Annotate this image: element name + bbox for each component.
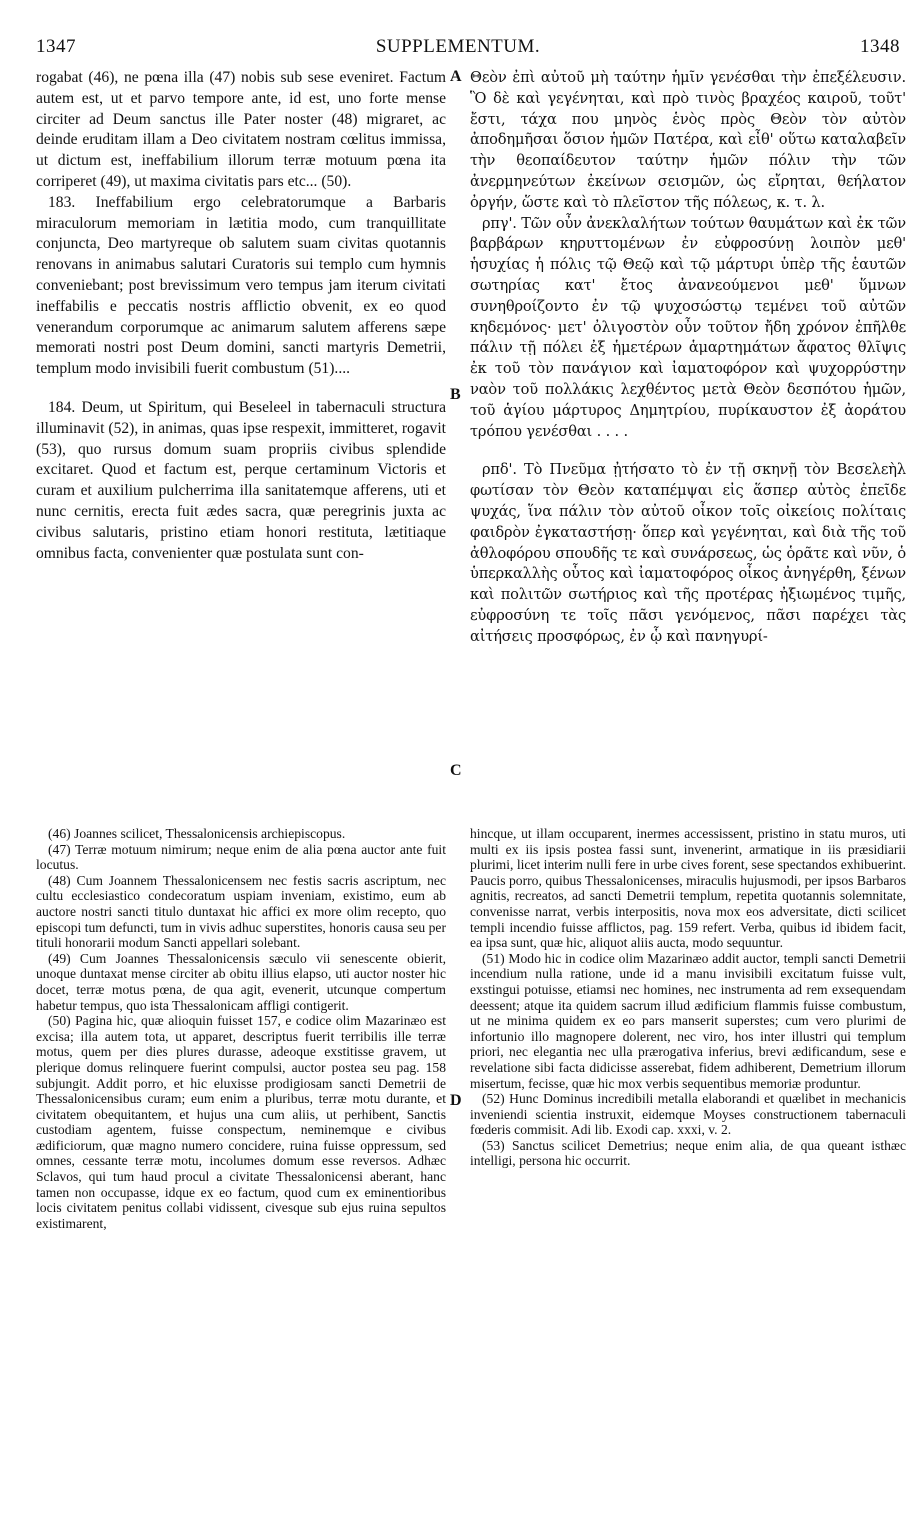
greek-paragraph-1: Θεὸν ἐπὶ αὐτοῦ μὴ ταύτην ἡμῖν γενέσθαι τὴν ἐπεξέλευσιν. Ὃ δὲ καὶ γεγένηται, καὶ πρὸ τινὸς βραχέος καιροῦ, τοῦτ' ἔστι, τάχα που μηνὸς ἑνὸς πρὸς Θεὸν τὸν αὐτὸν ἀποδημῆσαι ὅσιον ἡμῶν Πατέρα, καὶ εἶθ' οὕτω καταλαβεῖν τὴν θεοπαίδευτον ταύτην ἡμῶν πόλιν τὴν τῶν ἀνερμηνεύτων ἐκείνων σεισμῶν, ὡς εἴρηται, θεήλατον ὀργήν, ὥστε καὶ τὸ πλεῖστον τῆς πόλεως, κ. τ. λ. [470,69,906,211]
latin-paragraph-1: rogabat (46), ne pœna illa (47) nobis sub sese eveniret. Factum autem est, ut et parvo tempore ante, id est, uno forte mense circiter ad Deum sanctus ille Pater noster (48) migraret, ac deinde eruditam illam a Deo civitatem nostram cœlitus immissa, ut dictum est, ineffabilium illorum terræ motuum pœna ita corriperet (49), ut maxima civitatis pars etc... (50). [36,69,446,190]
footnote-52: (52) Hunc Dominus incredibili metalla elaborandi et quælibet in mechanicis inveniendi scientia instruxit, eidemque Moyses constructionem tabernaculi fœderis commisit. Adi lib. Exodi cap. xxxi, v. 2. [470,1091,906,1138]
greek-text-column [470,68,906,648]
latin-paragraph-183: 183. Ineffabilium ergo celebratorumque a Barbaris miraculorum memoriam in lætitia modo, cum tranquillitate conjuncta, Deo martyreque ob salutem suam civitas quotannis renovans in animabus salutari Curatoris sui templo cum hymnis conveniebant; post brevissimum vero tempus jam iterum civitati ineffabilis e peccatis nostris afflictio obvenit, ex eo quod venerandum corporumque ac animarum salutem afferens sæpe memorati nostri post Deum domini, sancti martyris Demetrii, templum modo invisibili fuerit combustum (51).... [36,193,446,378]
margin-letter-c: C [450,762,462,779]
footnote-47: (47) Terræ motuum nimirum; neque enim de alia pœna auctor ante fuit locutus. [36,841,446,873]
footnotes-right-column [470,826,906,1169]
footnote-48: (48) Cum Joannem Thessalonicensem nec festis sacris ascriptum, nec cultu ecclesiastico condecoratum uspiam inveniam, existimo, eum ab auctore nostri sancti titulo duntaxat hic affici ex more olim recepto, quo episcopi tum defuncti, tum in vivis adhuc superstites, honoris causa seu per tituli honorarii modum Sancti appellari solebant. [36,872,446,951]
greek-paragraph-183: ρπγ'. Τῶν οὖν ἀνεκλαλήτων τούτων θαυμάτων καὶ ἐκ τῶν βαρβάρων κηρυττομένων ἐν εὐφροσύνῃ λοιπὸν μεθ' ἡσυχίας ἡ πόλις τῷ Θεῷ καὶ τῷ μάρτυρι ὑπὲρ τῆς ἑαυτῶν σωτηρίας κατ' ἔτος ἀνανεούμενοι μεθ' ὕμνων συνηθροίζοντο ἐν τῷ ψυχοσώστῳ τεμένει τοῦ αὐτῶν κηδεμόνος· μετ' ὀλιγοστὸν οὖν τοῦτον ἤδη χρόνον ἐπῆλθε πάλιν τῇ πόλει ἐξ ἡμετέρων ἁμαρτημάτων ἄφατος θλῖψις ἐκ τοῦ τὸν πανάγιον καὶ ἰαματοφόρον καὶ ψυχορρύστην ναὸν τοῦ πολλάκις λεχθέντος μετὰ Θεὸν δεσπότου ἡμῶν, τοῦ ἁγίου μάρτυρος Δημητρίου, πυρίκαυστον ἐξ ἀοράτου τρόπου γενέσθαι . . . . [470,214,907,440]
left-page-number: 1347 [36,36,76,57]
footnotes-left-column [36,826,446,1231]
footnote-50-continued: hincque, ut illam occuparent, inermes accessissent, pristino in statu muros, uti multi ex iis ipsis postea fassi sunt, invenerint, armatique in iis præsidiarii plurimi, licet interim nulli fere in urbe cives forent, sese spectandos exhibuerint. Paucis porro, quibus Thessalonicenses, miraculis hujusmodi, per ipsos Barbaros agnitis, recreatos, ad sancti Demetrii templum, repetita quotannis solemnitate, convenisse narrat, verbis interpositis, nova mox eos adversitate, dicti scilicet templi incendio fuisse afflictos, pag. 159 refert. Verba, quibus id ibidem facit, ea ipsa sunt, quæ hic, aliquot aliis aucta, modo sequuntur. [470,826,906,951]
margin-letter-d: D [450,1092,462,1109]
margin-letter-a: A [450,68,462,85]
latin-text-column [36,68,446,564]
footnote-50: (50) Pagina hic, quæ alioquin fuisset 157, e codice olim Mazarinæo est excisa; illa autem tota, ut apparet, descriptus fuerit terribilis ille terræ motus, quem per dies plures durasse, adeoque exstitisse gravem, ut plerique domus relinquere fuerint compulsi, auctor postea seu pag. 158 subjungit. Addit porro, et hic eluxisse prodigiosam sancti Demetrii de Thessalonicensibus curam; eum enim a pluribus, terræ motu durante, et civitatem obequitantem, et hujus una cum aliis, ut perhibent, Sanctis custodiam agentem, fuisse conspectum, neminemque e civibus ædificiorum, quæ magno numero concidere, ruina fuisse oppressum, sed omnes, cessante terræ motu, incolumes domum esse reversos. Adhæc Sclavos, qui tum haud procul a civitate Thessalonicensi aberant, hanc tamen non occupasse, idque ex eo factum, quod cum ex eminentioribus locis civitatem penitus collabi vidissent, civesque sub ejus ruina sepultos existimarent, [36,1013,446,1231]
margin-letter-b: B [450,386,461,403]
footnote-46: (46) Joannes scilicet, Thessalonicensis archiepiscopus. [48,826,346,841]
right-page-number: 1348 [860,36,900,57]
running-title: SUPPLEMENTUM. [375,36,541,57]
footnote-51: (51) Modo hic in codice olim Mazarinæo addit auctor, templi sancti Demetrii incendium nulla ratione, unde id a manu invisibili excitatum fuisse vult, exstingui potuisse, etiamsi nec homines, nec instrumenta ad rem exsequendam deessent; atque ita quidem sacrum illud ædificium flammis fuisse combustum, ut ne minima quidem ex eo pars manserit superstes; cum vero plurimi de infortunio illo magnopere dolerent, nec viro, hos inter illustri qui templum priori, nec elegantia nec ulla prærogativa inferius, brevi ædificandum, sese e revelatione sibi facta didicisse asserebat, fidem adhiberent, Demetrium illorum misertum, fecisse, quæ hic mox verbis sequentibus memoriæ produntur. [470,950,906,1091]
latin-paragraph-184: 184. Deum, ut Spiritum, qui Beseleel in tabernaculi structura illuminavit (52), in animas, quas ipse respexit, immitteret, rogavit (53), quo rursus domum suam propriis civibus splendide excitaret. Quod et factum est, perque certaminum Victoris et curam et auxilium pulcherrima illa sanitatemque afferens, uti et nunc cernitis, erecta fuit ædes sacra, quæ peregrinis juxta ac civibus salutaris, pristino etiam honori restituta, lætitiaque omnibus facta, convenienter quæ postulata sunt con- [36,398,446,562]
footnote-49: (49) Cum Joannes Thessalonicensis sæculo vii senescente obierit, unoque duntaxat mense circiter ab obitu illius elapso, uti auctor noster hic docet, terræ motus pœna, de qua agit, evenerit, utcunque compertum habetur tempus, quo ista Thessalonicam affligi contigerit. [36,950,446,1013]
greek-paragraph-184: ρπδ'. Τὸ Πνεῦμα ᾐτήσατο τὸ ἐν τῇ σκηνῇ τὸν Βεσελεὴλ φωτίσαν τὸν Θεὸν καταπέμψαι εἰς ἅσπερ αὐτὸς ἐπεῖδε ψυχάς, ἵνα πάλιν τὸν αὐτοῦ οἶκον τοῖς οἰκείοις πολίταις φαιδρὸν ἐγκαταστήσῃ· ὅπερ καὶ γεγένηται, καὶ διὰ τῆς τοῦ ἀθλοφόρου σπουδῆς τε καὶ συνάρσεως, ὡς ὁρᾶτε καὶ νῦν, ὁ ὑπερκαλλὴς οὗτος καὶ ἰαματοφόρος οἶκος ἀνηγέρθη, ξένων καὶ πολιτῶν σωτήριος καὶ τῆς προτέρας ἠξιωμένος τιμῆς, εὐφροσύνη τε τοῖς πᾶσι γενόμενος, πᾶσι παρέχει τὰς αἰτήσεις προσφόρως, ἐν ᾧ καὶ πανηγυρί- [470,461,906,645]
footnote-53: (53) Sanctus scilicet Demetrius; neque enim alia, de qua queant isthæc intelligi, persona hic occurrit. [470,1137,906,1169]
